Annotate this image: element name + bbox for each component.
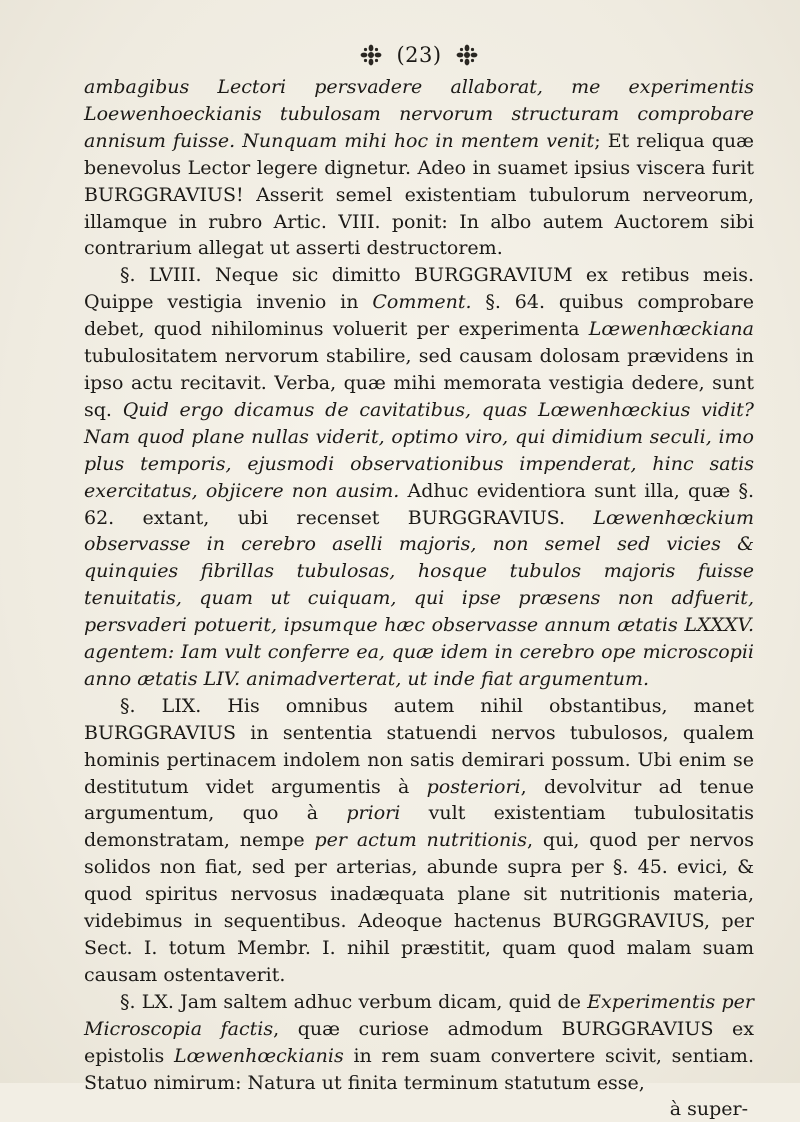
text-run: vult existentiam tubulositatis demonstratam, nempe [84,802,754,852]
page-number: (23) [396,43,442,67]
text-run: §. LIX. His omnibus autem nihil obstantibus, manet BURGGRAVIUS in sententia statuendi nervos tubulosos, qualem hominis pertinacem indolem non satis demirari possum. Ubi enim se destitutum videt argumentis à [84,694,754,798]
page-header [84,42,754,68]
text-run: tubulositatem nervorum stabilire, sed causam dolosam prævidens in ipso actu recitavit. Verba, quæ mihi memorata vestigia dedere, sunt sq. [84,345,754,421]
italic-text: Lœwenhœckium observasse in cerebro aselli majoris, non semel sed vicies & quinquies fibrillas tubulosas, hosque tubulos majoris fuisse tenuitatis, quam ut cuiquam, qui ipse præsens non adfuerit, persvaderi potuerit, ipsumque hæc observasse annum ætatis LXXXV. agentem: Iam vult conferre ea, quæ idem in cerebro ope microscopii anno ætatis LIV. animadverterat, ut inde fiat argumentum. [84,506,754,690]
flower-ornament-icon [360,44,382,66]
text-run: §. LX. Jam saltem adhuc verbum dicam, quid de [120,990,588,1013]
italic-text: Experimentis per Microscopia factis [84,990,754,1040]
italic-text: priori [346,802,401,825]
italic-text: per actum nutritionis [314,829,528,852]
catchword: à super- [669,1098,748,1121]
text-run: §. 64. quibus comprobare debet, quod nihilominus voluerit per experimenta [84,291,755,341]
text-run: ; Et reliqua quæ benevolus Lector legere dignetur. Adeo in suamet ipsius viscera furit BURGGRAVIUS! Asserit semel existentiam tubulorum nerveorum, illamque in rubro Artic. VIII. ponit: In albo autem Auctorem sibi contrarium allegat ut asserti destructorem. [84,129,754,260]
text-run: in rem suam convertere scivit, sentiam. Statuo nimirum: Natura ut finita terminum statutum esse, [84,1044,754,1094]
text-run: Adhuc evidentiora sunt illa, quæ §. 62. extant, ubi recenset BURGGRAVIUS. [84,479,754,529]
paragraph [84,262,754,693]
text-run: §. LVIII. Neque sic dimitto BURGGRAVIUM ex retibus meis. Quippe vestigia invenio in [84,264,754,314]
paragraph [84,989,754,1097]
flower-ornament-icon [456,44,478,66]
paragraph [84,74,754,262]
text-run: , qui, quod per nervos solidos non fiat, sed per arterias, abunde supra per §. 45. evici, & quod spiritus nervosus inadæquata plane sit nutritionis materia, videbimus in sequentibus. Adeoque hactenus BURGGRAVIUS, per Sect. I. totum Membr. I. nihil præstitit, quam quod malam suam causam ostentaverit. [84,829,754,986]
body-text [84,74,754,1096]
italic-text: Lœwenhœckianis [173,1044,344,1067]
text-run: , devolvitur ad tenue argumentum, quo à [84,775,754,825]
text-run: , quæ curiose admodum BURGGRAVIUS ex epistolis [84,1017,754,1067]
italic-text: Quid ergo dicamus de cavitatibus, quas Lœwenhœckius vidit? Nam quod plane nullas viderit, optimo viro, qui dimidium seculi, imo plus temporis, ejusmodi observationibus impenderat, hinc satis exercitatus, objicere non ausim. [84,398,754,502]
italic-text: Lœwenhœckiana [588,318,754,341]
italic-text: posteriori [426,775,521,798]
italic-text: ambagibus Lectori persvadere allaborat, me experimentis Loewenhoeckianis tubulosam nervorum structuram comprobare annisum fuisse. Nunquam mihi hoc in mentem venit [84,76,754,152]
paragraph [84,693,754,989]
italic-text: Comment. [372,291,472,314]
